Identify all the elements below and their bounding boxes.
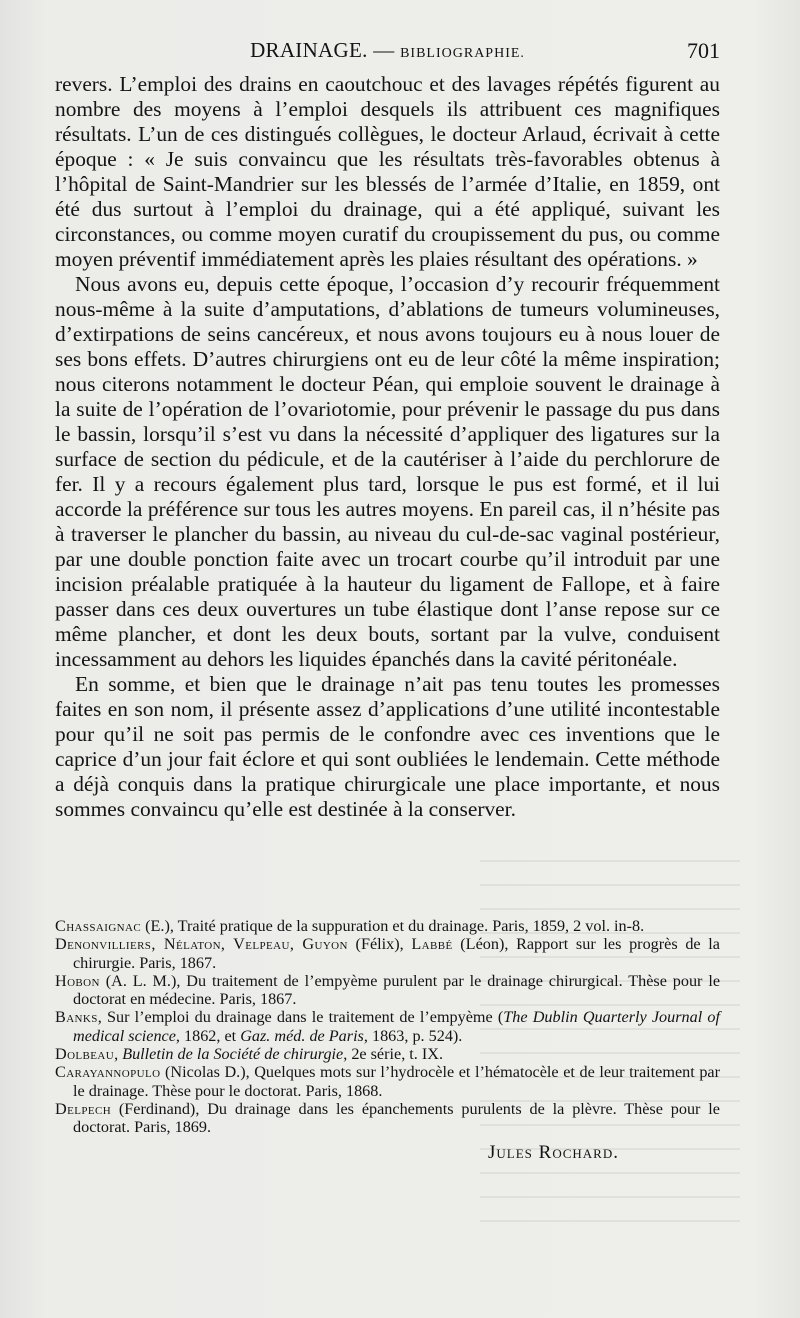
- bib-author: Delpech: [55, 1099, 112, 1118]
- body-text: [55, 72, 720, 822]
- author-signature: Jules Rochard.: [488, 1142, 619, 1163]
- bibliography-entry: [55, 972, 720, 1009]
- bib-text: , 1862, et: [175, 1026, 241, 1045]
- bib-text: (Ferdinand), Du drainage dans les épanchements purulents de la plèvre. Thèse pour le doctorat. Paris, 1869.: [73, 1099, 720, 1137]
- paragraph: En somme, et bien que le drainage n’ait pas tenu toutes les promesses faites en son nom, il présente assez d’applications d’une utilité incontestable pour qu’il ne soit pas permis de le confondre avec ces inventions que le caprice d’un jour fait éclore et qui sont oubliées le lendemain. Cette méthode a déjà conquis dans la pratique chirurgicale une place importante, et nous sommes convaincu qu’elle est destinée à la conserver.: [55, 672, 720, 821]
- page-header: [55, 38, 720, 68]
- bib-text: (Nicolas D.), Quelques mots sur l’hydrocèle et l’hématocèle et de leur traitement par le drainage. Thèse pour le doctorat. Paris, 1868.: [73, 1063, 720, 1100]
- bib-text: ,: [114, 1045, 123, 1064]
- bib-author: Hobon: [55, 971, 100, 990]
- bibliography: [55, 917, 720, 1137]
- bib-author: Carayannopulo: [55, 1063, 161, 1082]
- bib-text: (A. L. M.), Du traitement de l’empyème purulent par le drainage chirurgical. Thèse pour le doctorat en médecine. Paris, 1867.: [73, 971, 720, 1009]
- page-number: 701: [687, 38, 720, 63]
- bib-text: (E.), Traité pratique de la suppuration et du drainage. Paris, 1859, 2 vol. in-8.: [141, 917, 645, 935]
- running-title: [55, 38, 720, 63]
- bibliography-entry: [55, 1100, 720, 1137]
- bib-journal: Bulletin de la Société de chirurgie: [122, 1045, 344, 1064]
- bibliography-entry: [55, 917, 720, 935]
- bib-text: (Félix),: [347, 935, 412, 954]
- paragraph: Nous avons eu, depuis cette époque, l’occasion d’y recourir fréquemment nous-même à la suite d’amputations, d’ablations de tumeurs volumineuses, d’extirpations de seins cancéreux, et nous avons toujours eu à nous louer de ses bons effets. D’autres chirurgiens ont eu de leur côté la même inspiration; nous citerons notamment le docteur Péan, qui emploie souvent le drainage à la suite de l’opération de l’ovariotomie, pour prévenir le passage du pus dans le bassin, lorsqu’il s’est vu dans la nécessité d’appliquer des ligatures sur la surface de section du pédicule, et de la cautériser à l’aide du perchlorure de fer. Il y a recours également plus tard, lorsque le pus est formé, et il lui accorde la préférence sur tous les autres moyens. En pareil cas, il n’hésite pas à traverser le plancher du bassin, au niveau du cul-de-sac vaginal postérieur, par une double ponction faite avec un trocart courbe qu’il introduit par une incision préalable pratiquée à la hauteur du ligament de Fallope, et à faire passer dans ces deux ouvertures un tube élastique dont l’anse repose sur ce même plancher, et dont les deux bouts, sortant par la vulve, conduisent incessamment au dehors les liquides épanchés dans la cavité péritonéale.: [55, 272, 720, 671]
- bib-journal: The Dublin Quarterly Journal of medical science: [73, 1008, 720, 1045]
- bib-author: Dolbeau: [55, 1045, 115, 1064]
- bib-text: , Sur l’emploi du drainage dans le traitement de l’empyème (: [97, 1008, 504, 1027]
- bib-author: Labbé: [411, 935, 453, 954]
- bibliography-entry: [55, 1008, 720, 1045]
- bibliography-entry: [55, 935, 720, 972]
- bib-text: (Léon), Rapport sur les progrès de la chirurgie. Paris, 1867.: [73, 935, 720, 972]
- running-title-separator: —: [367, 38, 401, 62]
- bib-author: Banks: [55, 1008, 98, 1027]
- bib-journal: Gaz. méd. de Paris: [240, 1026, 364, 1045]
- bib-text: , 2e série, t. IX.: [343, 1045, 444, 1064]
- bibliography-entry: [55, 1045, 720, 1063]
- bib-text: , 1863, p. 524).: [363, 1026, 463, 1045]
- bib-author: Chassaignac: [55, 917, 142, 935]
- paragraph: revers. L’emploi des drains en caoutchouc et des lavages répétés figurent au nombre des moyens à l’emploi desquels ils attribuent ces magnifiques résultats. L’un de ces distingués collègues, le docteur Arlaud, écrivait à cette époque : « Je suis convaincu que les résultats très-favorables obtenus à l’hôpital de Saint-Mandrier sur les blessés de l’armée d’Italie, en 1859, ont été dus surtout à l’emploi du drainage, qui a été appliqué, suivant les circonstances, ou comme moyen curatif du croupissement du pus, ou comme moyen préventif immédiatement après les plaies résultant des opérations. »: [55, 72, 720, 271]
- running-title-section: BIBLIOGRAPHIE.: [400, 46, 525, 61]
- running-title-main: DRAINAGE.: [250, 38, 368, 62]
- bibliography-entry: [55, 1063, 720, 1100]
- bib-author: Denonvilliers, Nélaton, Velpeau, Guyon: [55, 935, 348, 954]
